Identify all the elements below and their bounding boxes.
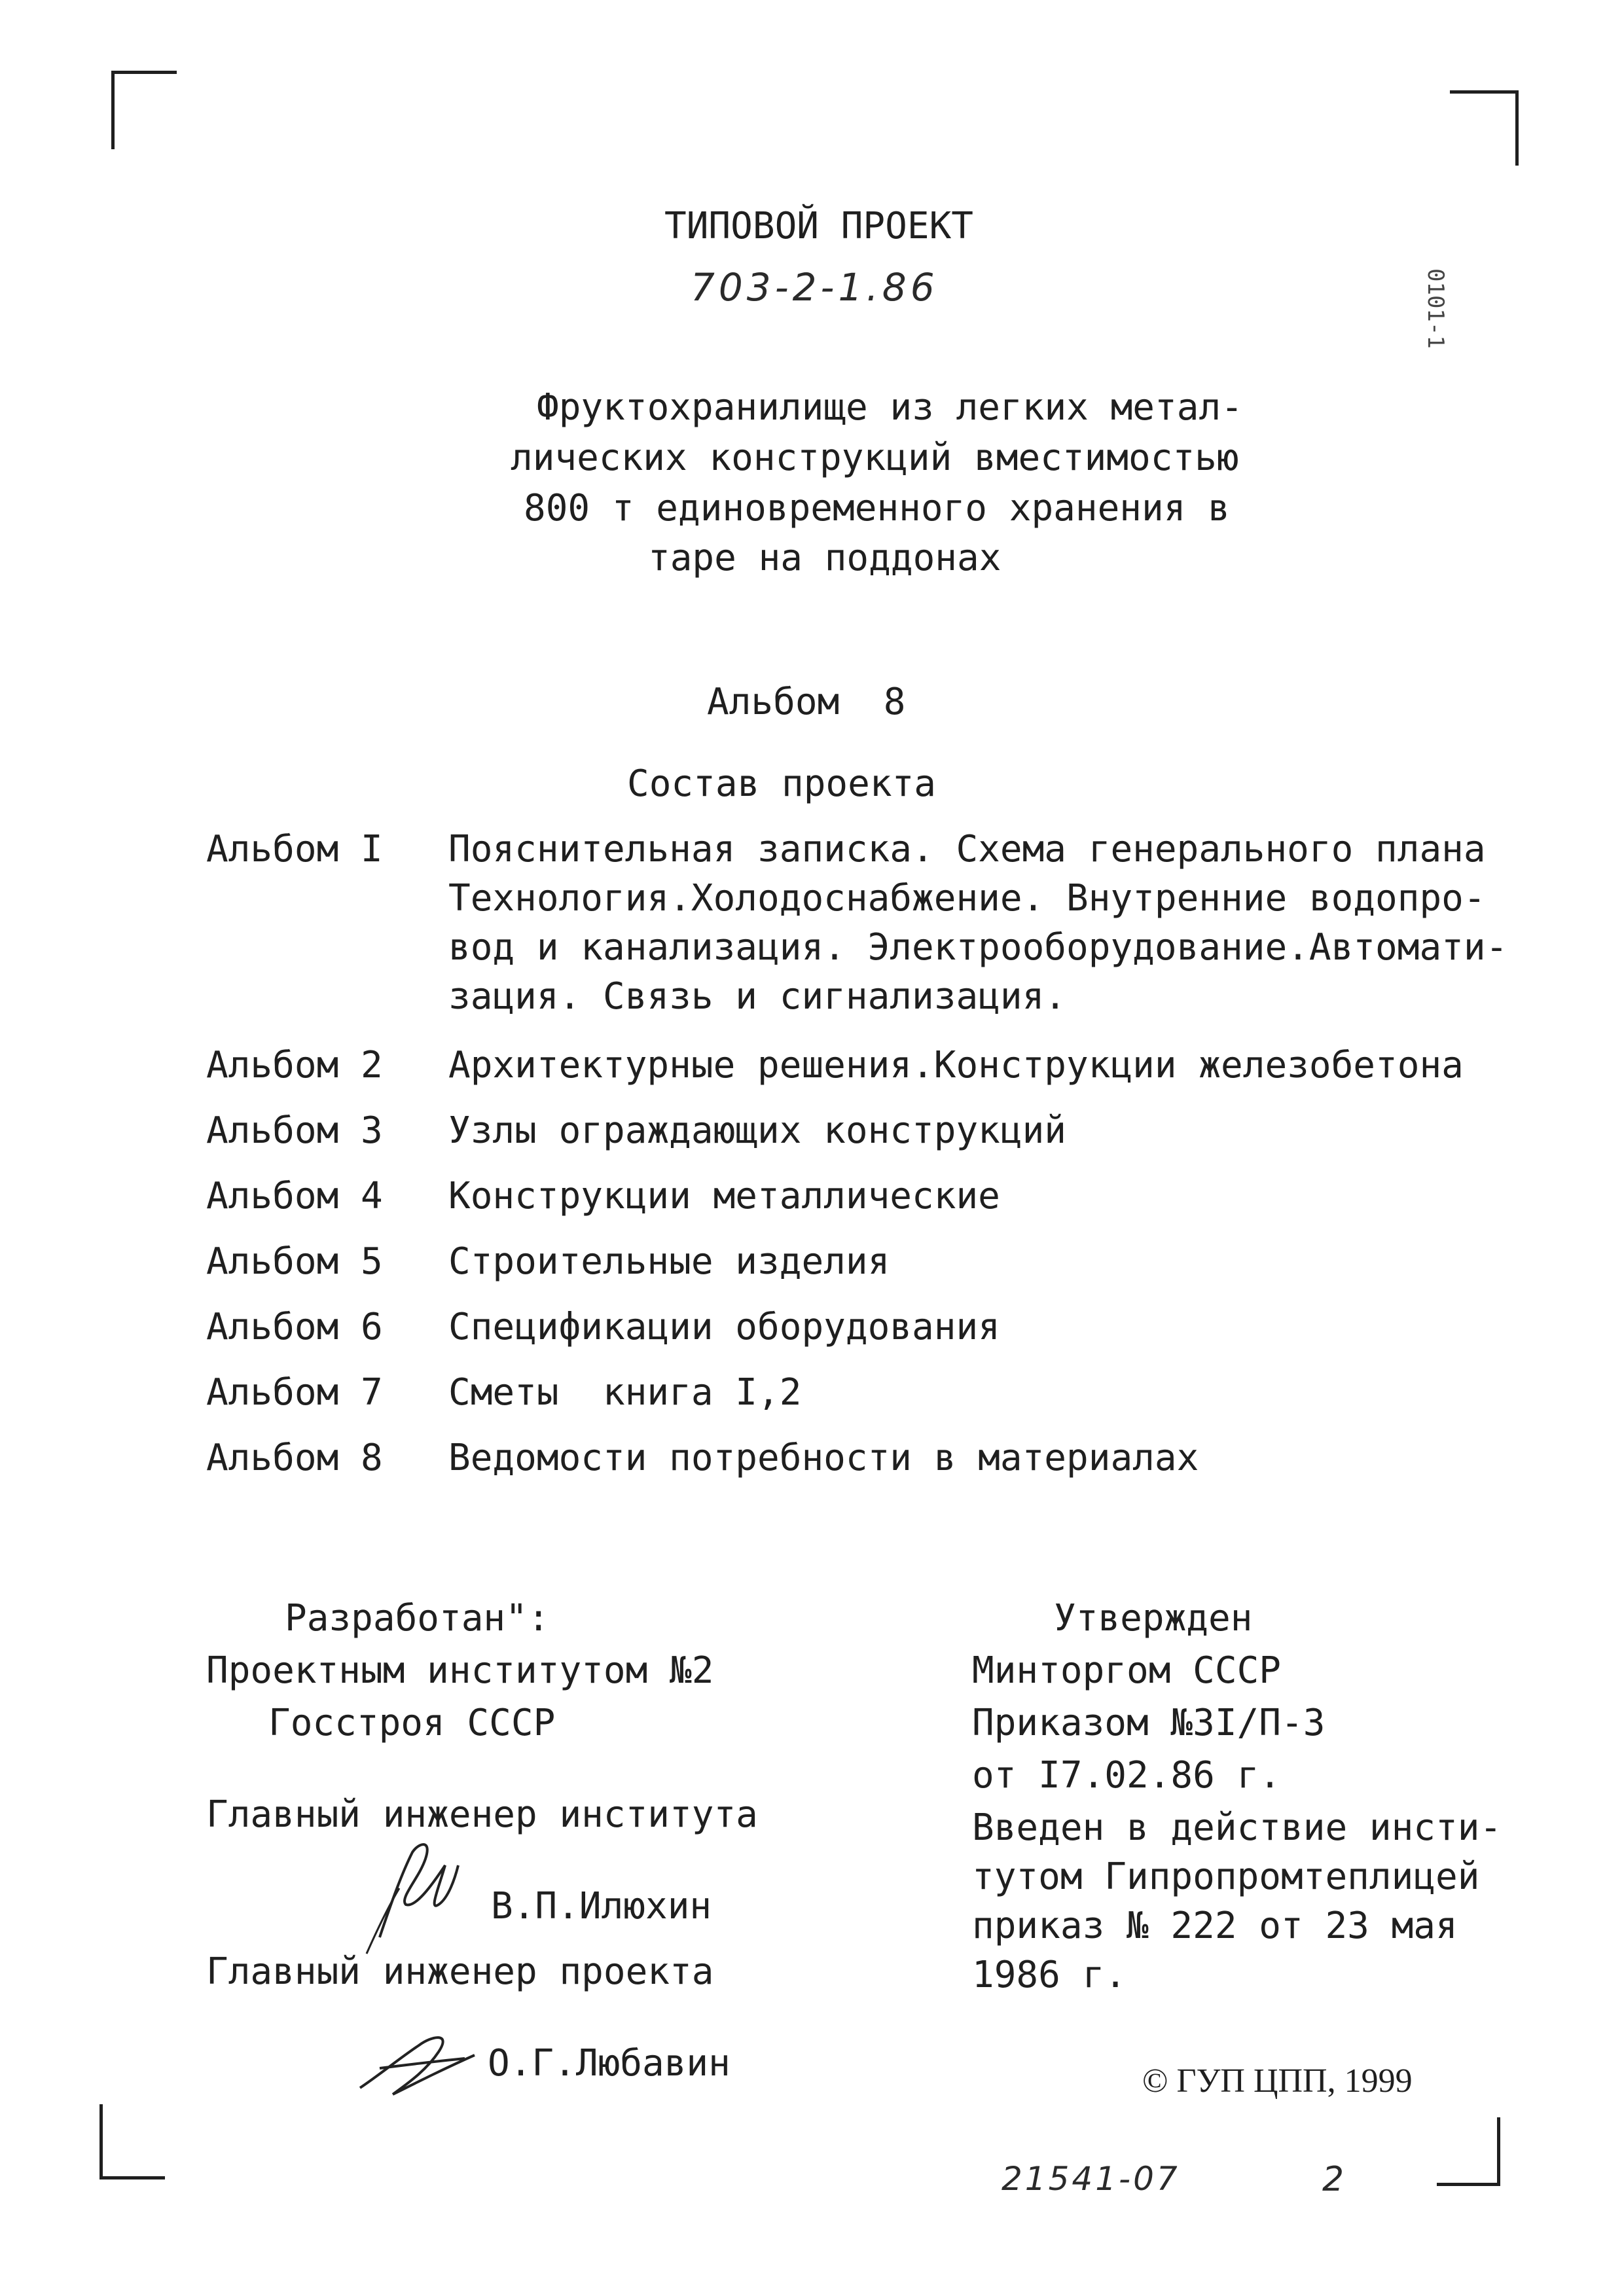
album-description-line: Сметы книга I,2 — [448, 1371, 802, 1414]
album-description-line: Технология.Холодоснабжение. Внутренние водопро- — [448, 877, 1486, 920]
developed-line: Госстроя СССР — [268, 1702, 556, 1744]
approved-line: Минторгом СССР — [972, 1649, 1282, 1692]
approved-line: приказ № 222 от 23 мая — [972, 1905, 1458, 1947]
corner-mark-top-left — [111, 71, 177, 149]
signature-project-engineer — [353, 2022, 484, 2108]
album-description-line: Ведомости потребности в материалах — [448, 1437, 1199, 1479]
page-number: 2 — [1322, 2160, 1344, 2199]
album-label: Альбом 6 — [206, 1306, 383, 1348]
approved-line: 1986 г. — [972, 1954, 1127, 1996]
album-label: Альбом 5 — [206, 1240, 383, 1283]
approved-line: от I7.02.86 г. — [972, 1754, 1282, 1797]
composition-heading: Состав проекта — [627, 762, 937, 805]
album-description-line: зация. Связь и сигнализация. — [448, 975, 1067, 1018]
description-line: Фруктохранилище из легких метал- — [537, 386, 1243, 429]
album-description-line: Строительные изделия — [448, 1240, 890, 1283]
album-description-line: Спецификации оборудования — [448, 1306, 1000, 1348]
corner-mark-top-right — [1450, 90, 1519, 166]
approved-line: Приказом №3I/П-3 — [972, 1702, 1326, 1744]
album-label: Альбом 3 — [206, 1109, 383, 1152]
album-description-line: Архитектурные решения.Конструкции железобетона — [448, 1044, 1464, 1086]
description-line: лических конструкций вместимостью — [511, 437, 1239, 479]
description-line: таре на поддонах — [648, 537, 1001, 579]
project-engineer-title: Главный инженер проекта — [206, 1950, 714, 1993]
developed-line: Проектным институтом №2 — [206, 1649, 714, 1692]
side-mark: 0101-1 — [1422, 268, 1449, 349]
album-label: Альбом 8 — [206, 1437, 383, 1479]
album-description-line: вод и канализация. Электрооборудование.Автомати- — [448, 926, 1508, 969]
project-type-title: ТИПОВОЙ ПРОЕКТ — [664, 205, 974, 247]
chief-engineer-name: В.П.Илюхин — [491, 1885, 712, 1928]
developed-heading: Разработан": — [285, 1597, 550, 1640]
album-description-line: Узлы ограждающих конструкций — [448, 1109, 1067, 1152]
approved-heading: Утвержден — [1054, 1597, 1253, 1640]
corner-mark-bottom-left — [99, 2104, 165, 2179]
project-engineer-name: О.Г.Любавин — [488, 2042, 731, 2085]
corner-mark-bottom-right — [1437, 2117, 1500, 2186]
copyright-notice: © ГУП ЦПП, 1999 — [1142, 2062, 1413, 2100]
chief-engineer-title: Главный инженер института — [206, 1793, 758, 1836]
project-number: 703-2-1.86 — [691, 265, 939, 310]
album-description-line: Конструкции металлические — [448, 1175, 1000, 1217]
description-line: 800 т единовременного хранения в — [524, 487, 1230, 529]
approved-line: Введен в действие инсти- — [972, 1806, 1502, 1849]
album-label: Альбом 7 — [206, 1371, 383, 1414]
album-description-line: Пояснительная записка. Схема генерального плана — [448, 828, 1486, 870]
album-label: Альбом I — [206, 828, 383, 870]
signature-chief-engineer — [340, 1826, 471, 1957]
approved-line: тутом Гипропромтеплицей — [972, 1856, 1480, 1898]
album-label: Альбом 4 — [206, 1175, 383, 1217]
inventory-number: 21541-07 — [1001, 2160, 1180, 2198]
album-label: Альбом 2 — [206, 1044, 383, 1086]
album-heading: Альбом 8 — [707, 681, 906, 723]
